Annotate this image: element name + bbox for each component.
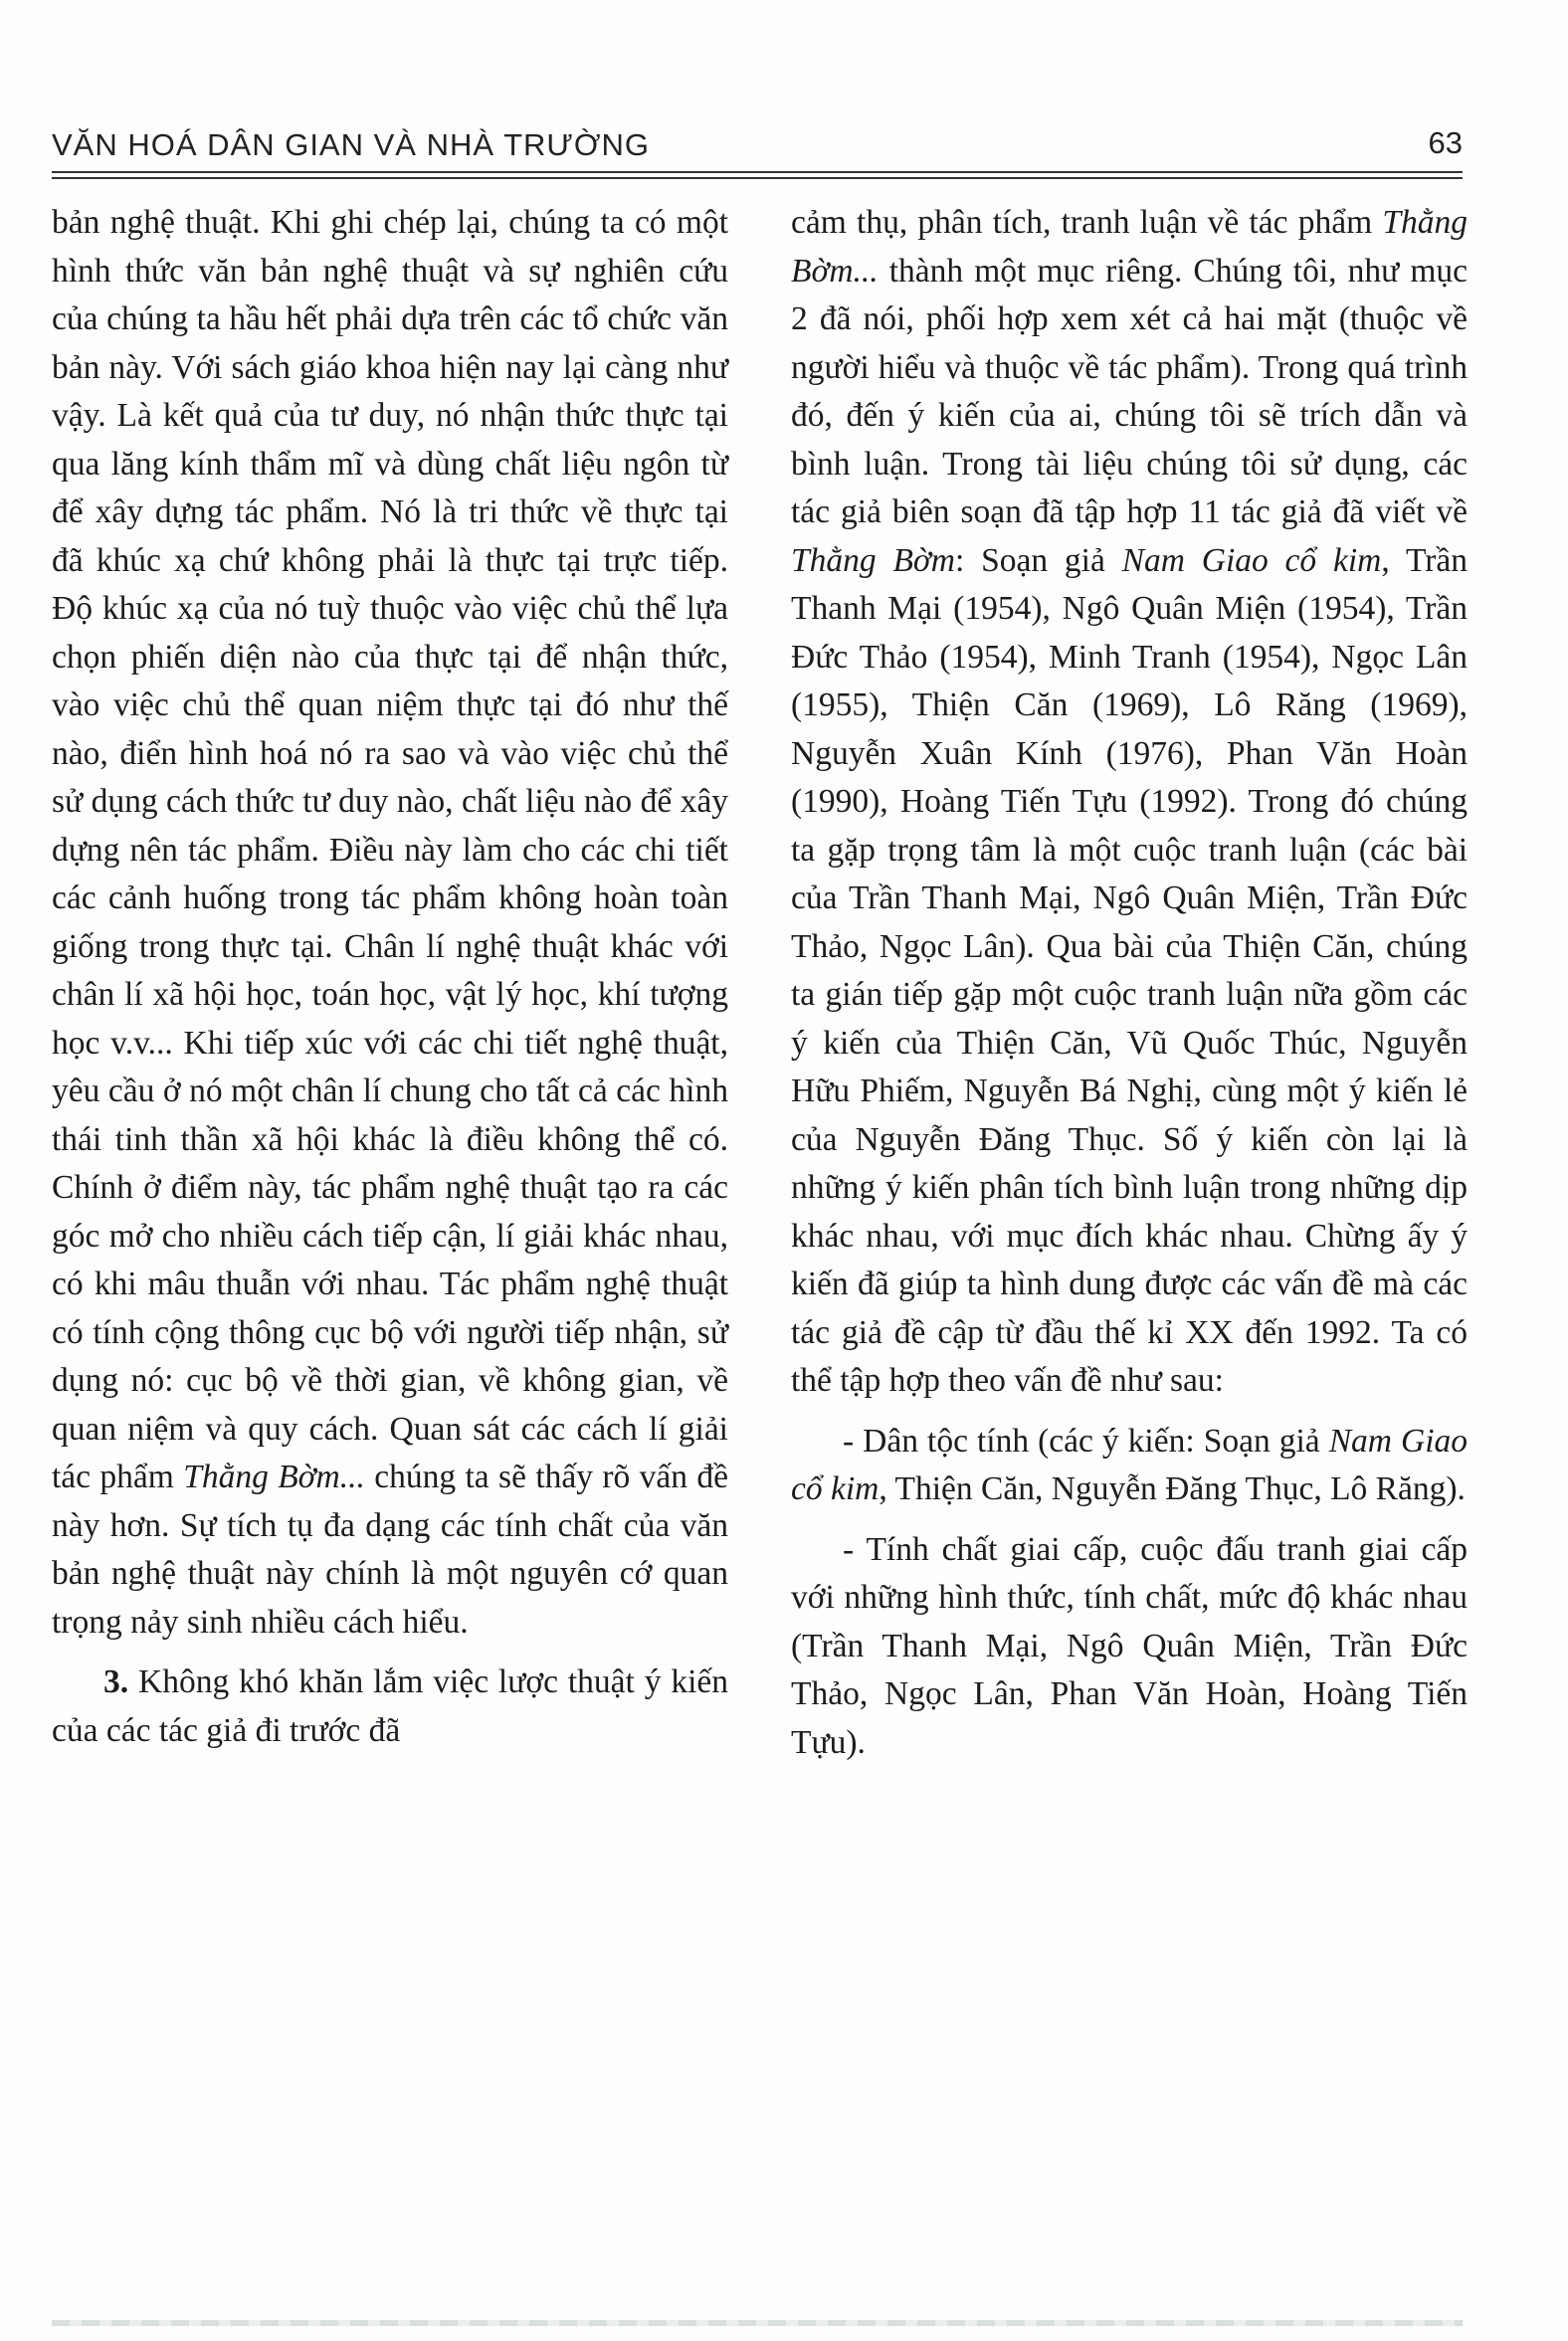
work-title: Thằng Bờm... xyxy=(791,204,1468,290)
running-header-title: VĂN HOÁ DÂN GIAN VÀ NHÀ TRƯỜNG xyxy=(52,127,650,162)
paragraph-text: , Thiện Căn, Nguyễn Đăng Thục, Lô Răng). xyxy=(879,1470,1466,1507)
paragraph-text: thành một mục riêng. Chúng tôi, như mục 2 đã nói, phối hợp xem xét cả hai mặt (thuộc về người hiểu và thuộc về tác phẩm). Trong quá trình đó, đến ý kiến của ai, chúng tôi sẽ trích dẫn và bình luận. Trong tài liệu chúng tôi sử dụng, các tác giả biên soạn đã tập hợp 11 tác giả đã viết về xyxy=(791,252,1468,530)
page-number: 63 xyxy=(1428,125,1463,160)
list-item xyxy=(791,1526,1468,1768)
paragraph-text: cảm thụ, phân tích, tranh luận về tác phẩm xyxy=(791,204,1373,241)
paragraph-text: - Tính chất giai cấp, cuộc đấu tranh giai cấp với những hình thức, tính chất, mức độ khác nhau (Trần Thanh Mại, Ngô Quân Miện, Trần Đức Thảo, Ngọc Lân, Phan Văn Hoàn, Hoàng Tiến Tựu). xyxy=(791,1530,1468,1761)
header-rule-top xyxy=(52,171,1463,173)
paragraph-text: bản nghệ thuật. Khi ghi chép lại, chúng ta có một hình thức văn bản nghệ thuật và sự nghiên cứu của chúng ta hầu hết phải dựa trên các tổ chức văn bản này. Với sách giáo khoa hiện nay lại càng như vậy. Là kết quả của tư duy, nó nhận thức thực tại qua lăng kính thẩm mĩ và dùng chất liệu ngôn từ để xây dựng tác phẩm. Nó là tri thức về thực tại đã khúc xạ chứ không phải là thực tại trực tiếp. Độ khúc xạ của nó tuỳ thuộc vào việc chủ thể lựa chọn phiến diện nào của thực tại để nhận thức, vào việc chủ thể quan niệm thực tại đó như thế nào, điển hình hoá nó ra sao và vào việc chủ thể sử dụng cách thức tư duy nào, chất liệu nào để xây dựng nên tác phẩm. Điều này làm cho các chi tiết các cảnh huống trong tác phẩm không hoàn toàn giống trong thực tại. Chân lí nghệ thuật khác với chân lí xã hội học, toán học, vật lý học, khí tượng học v.v... Khi tiếp xúc với các chi tiết nghệ thuật, yêu cầu ở nó một chân lí chung cho tất cả các hình thái tinh thần xã hội khác là điều không thể có. Chính ở điểm này, tác phẩm nghệ thuật tạo ra các góc mở cho nhiều cách tiếp cận, lí giải khác nhau, có khi mâu thuẫn với nhau. Tác phẩm nghệ thuật có tính cộng thông cục bộ với người tiếp nhận, sử dụng nó: cục bộ về thời gian, về không gian, về quan niệm và quy cách. Quan sát các cách lí giải tác phẩm xyxy=(52,204,728,1495)
footer-edge xyxy=(52,2320,1463,2326)
running-header xyxy=(52,119,1463,169)
paragraph-text: chúng ta sẽ thấy rõ vấn đề này hơn. Sự tích tụ đa dạng các tính chất của văn bản nghệ thuật này chính là một nguyên cớ quan trọng nảy sinh nhiều cách hiểu. xyxy=(52,1459,728,1641)
work-title: Thằng Bờm xyxy=(791,541,955,579)
paragraph-section-3 xyxy=(52,1658,728,1755)
paragraph-text: , Trần Thanh Mại (1954), Ngô Quân Miện (1954), Trần Đức Thảo (1954), Minh Tranh (1954), Ngọc Lân (1955), Thiện Căn (1969), Lô Răng (1969), Nguyễn Xuân Kính (1976), Phan Văn Hoàn (1990), Hoàng Tiến Tựu (1992). Trong đó chúng ta gặp trọng tâm là một cuộc tranh luận (các bài của Trần Thanh Mại, Ngô Quân Miện, Trần Đức Thảo, Ngọc Lân). Qua bài của Thiện Căn, chúng ta gián tiếp gặp một cuộc tranh luận nữa gồm các ý kiến của Thiện Căn, Vũ Quốc Thúc, Nguyễn Hữu Phiếm, Nguyễn Bá Nghị, cùng một ý kiến lẻ của Nguyễn Đăng Thục. Số ý kiến còn lại là những ý kiến phân tích bình luận trong những dịp khác nhau, với mục đích khác nhau. Chừng ấy ý kiến đã giúp ta hình dung được các vấn đề mà các tác giả đề cập từ đầu thế kỉ XX đến 1992. Ta có thể tập hợp theo vấn đề như sau: xyxy=(791,541,1468,1399)
paragraph-text: : Soạn giả xyxy=(954,541,1105,579)
paragraph-review xyxy=(791,199,1468,1406)
header-rule-bottom xyxy=(52,177,1463,179)
work-title: Nam Giao cổ kim xyxy=(791,1422,1469,1507)
left-column xyxy=(52,199,728,1755)
paragraph-art-text xyxy=(52,199,728,1647)
paragraph-text: Không khó khăn lắm việc lược thuật ý kiến của các tác giả đi trước đã xyxy=(52,1663,728,1749)
section-number: 3. xyxy=(103,1663,129,1700)
work-title: Thằng Bờm... xyxy=(183,1459,365,1495)
right-column xyxy=(791,199,1468,1767)
work-title: Nam Giao cổ kim xyxy=(1121,541,1382,579)
list-item xyxy=(791,1418,1468,1514)
paragraph-text: - Dân tộc tính (các ý kiến: Soạn giả xyxy=(843,1422,1320,1460)
